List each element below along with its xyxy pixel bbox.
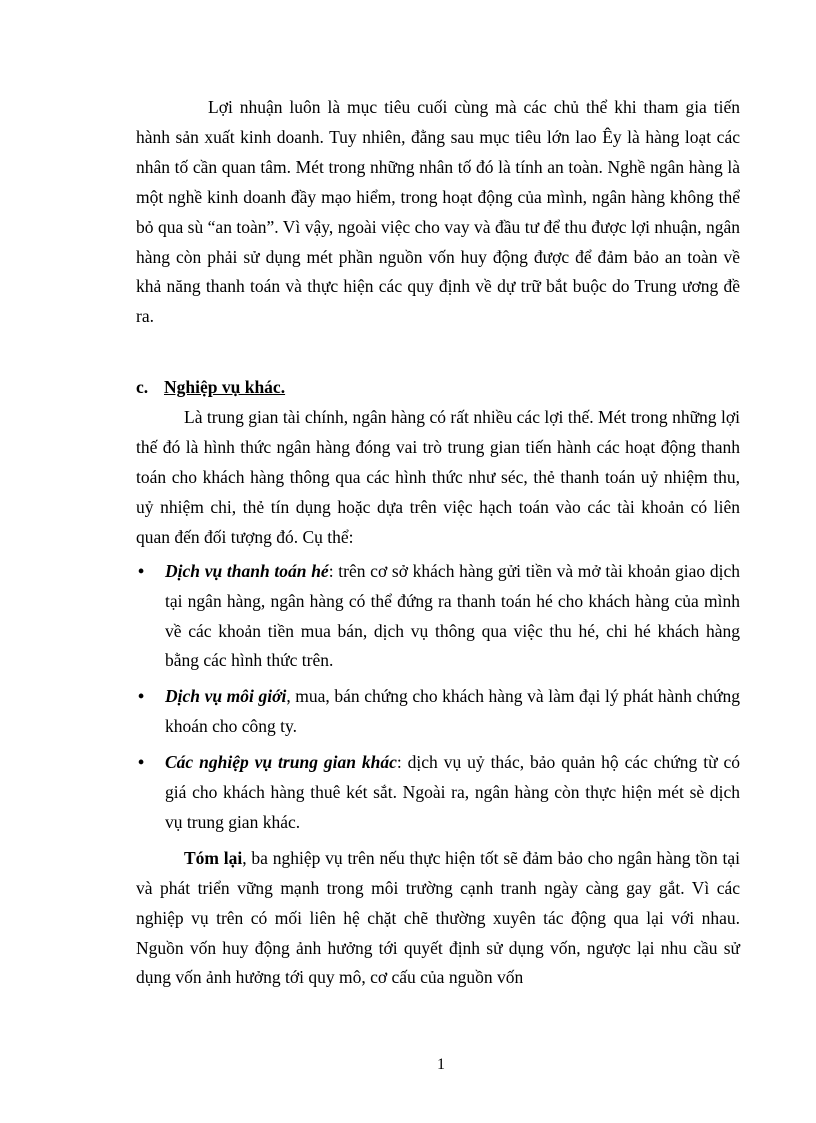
bullet-icon: • xyxy=(138,752,145,773)
list-item xyxy=(136,682,740,742)
list-item-body xyxy=(165,557,740,677)
service-list xyxy=(136,557,740,838)
section-letter: c. xyxy=(136,377,149,398)
list-item xyxy=(136,748,740,838)
list-item-text: , mua, bán chứng cho khách hàng và làm đại lý phát hành chứng khoán cho công ty. xyxy=(165,686,741,737)
list-item xyxy=(136,557,740,677)
summary-lead: Tóm lại xyxy=(184,847,243,868)
paragraph-intermediary: Là trung gian tài chính, ngân hàng có rất nhiều các lợi thế. Mét trong những lợi thế đó là hình thức ngân hàng đóng vai trò trung gian tiến hành các hoạt động thanh toán cho khách hàng thông qua các hình thức như séc, thẻ thanh toán uỷ nhiệm thu, uỷ nhiệm chi, thẻ tín dụng hoặc dựa trên việc hạch toán vào các tài khoản có liên quan đến đối tượng đó. Cụ thể: xyxy=(136,407,740,547)
bullet-icon: • xyxy=(138,686,145,707)
list-item-body xyxy=(165,682,740,742)
summary-text: , ba nghiệp vụ trên nếu thực hiện tốt sẽ đảm bảo cho ngân hàng tồn tại và phát triển vững mạnh trong môi trường cạnh tranh ngày càng gay gắt. Vì các nghiệp vụ trên có mối liên hệ chặt chẽ thường xuyên tác động qua lại với nhau. Nguồn vốn huy động ảnh hưởng tới quyết định sử dụng vốn, ngược lại nhu cầu sử dụng vốn ảnh hưởng tới quy mô, cơ cấu của nguồn vốn xyxy=(136,847,740,988)
paragraph-summary xyxy=(136,844,740,994)
section-heading xyxy=(136,373,740,403)
list-item-text: : trên cơ sở khách hàng gửi tiền và mở tài khoản giao dịch tại ngân hàng, ngân hàng có thể đứng ra thanh toán hé cho khách hàng của mình về các khoản tiền mua bán, dịch vụ thông qua việc thu hé, chi hé khách hàng bằng các hình thức trên. xyxy=(165,560,740,671)
list-item-term: Dịch vụ thanh toán hé xyxy=(165,560,329,581)
list-item-term: Dịch vụ môi giới xyxy=(165,686,287,707)
bullet-icon: • xyxy=(138,560,145,581)
list-item-text: : dịch vụ uỷ thác, bảo quản hộ các chứng từ có giá cho khách hàng thuê két sắt. Ngoài ra, ngân hàng còn thực hiện mét sè dịch vụ trung gian khác. xyxy=(165,752,740,832)
page-number: 1 xyxy=(437,1056,445,1073)
paragraph-profit: Lợi nhuận luôn là mục tiêu cuối cùng mà các chủ thể khi tham gia tiến hành sản xuất kinh doanh. Tuy nhiên, đằng sau mục tiêu lớn lao Êy là hàng loạt các nhân tố cần quan tâm. Mét trong những nhân tố đó là tính an toàn. Nghề ngân hàng là một nghề kinh doanh đầy mạo hiểm, trong hoạt động của mình, ngân hàng không thể bỏ qua sù “an toàn”. Vì vậy, ngoài việc cho vay và đầu tư để thu được lợi nhuận, ngân hàng còn phải sử dụng mét phần nguồn vốn huy động được để đảm bảo an toàn về khả năng thanh toán và thực hiện các quy định về dự trữ bắt buộc do Trung ương đề ra. xyxy=(136,97,740,327)
list-item-term: Các nghiệp vụ trung gian khác xyxy=(165,752,397,773)
document-body xyxy=(136,93,740,993)
list-item-body xyxy=(165,748,740,838)
section-title: Nghiệp vụ khác. xyxy=(164,377,286,398)
